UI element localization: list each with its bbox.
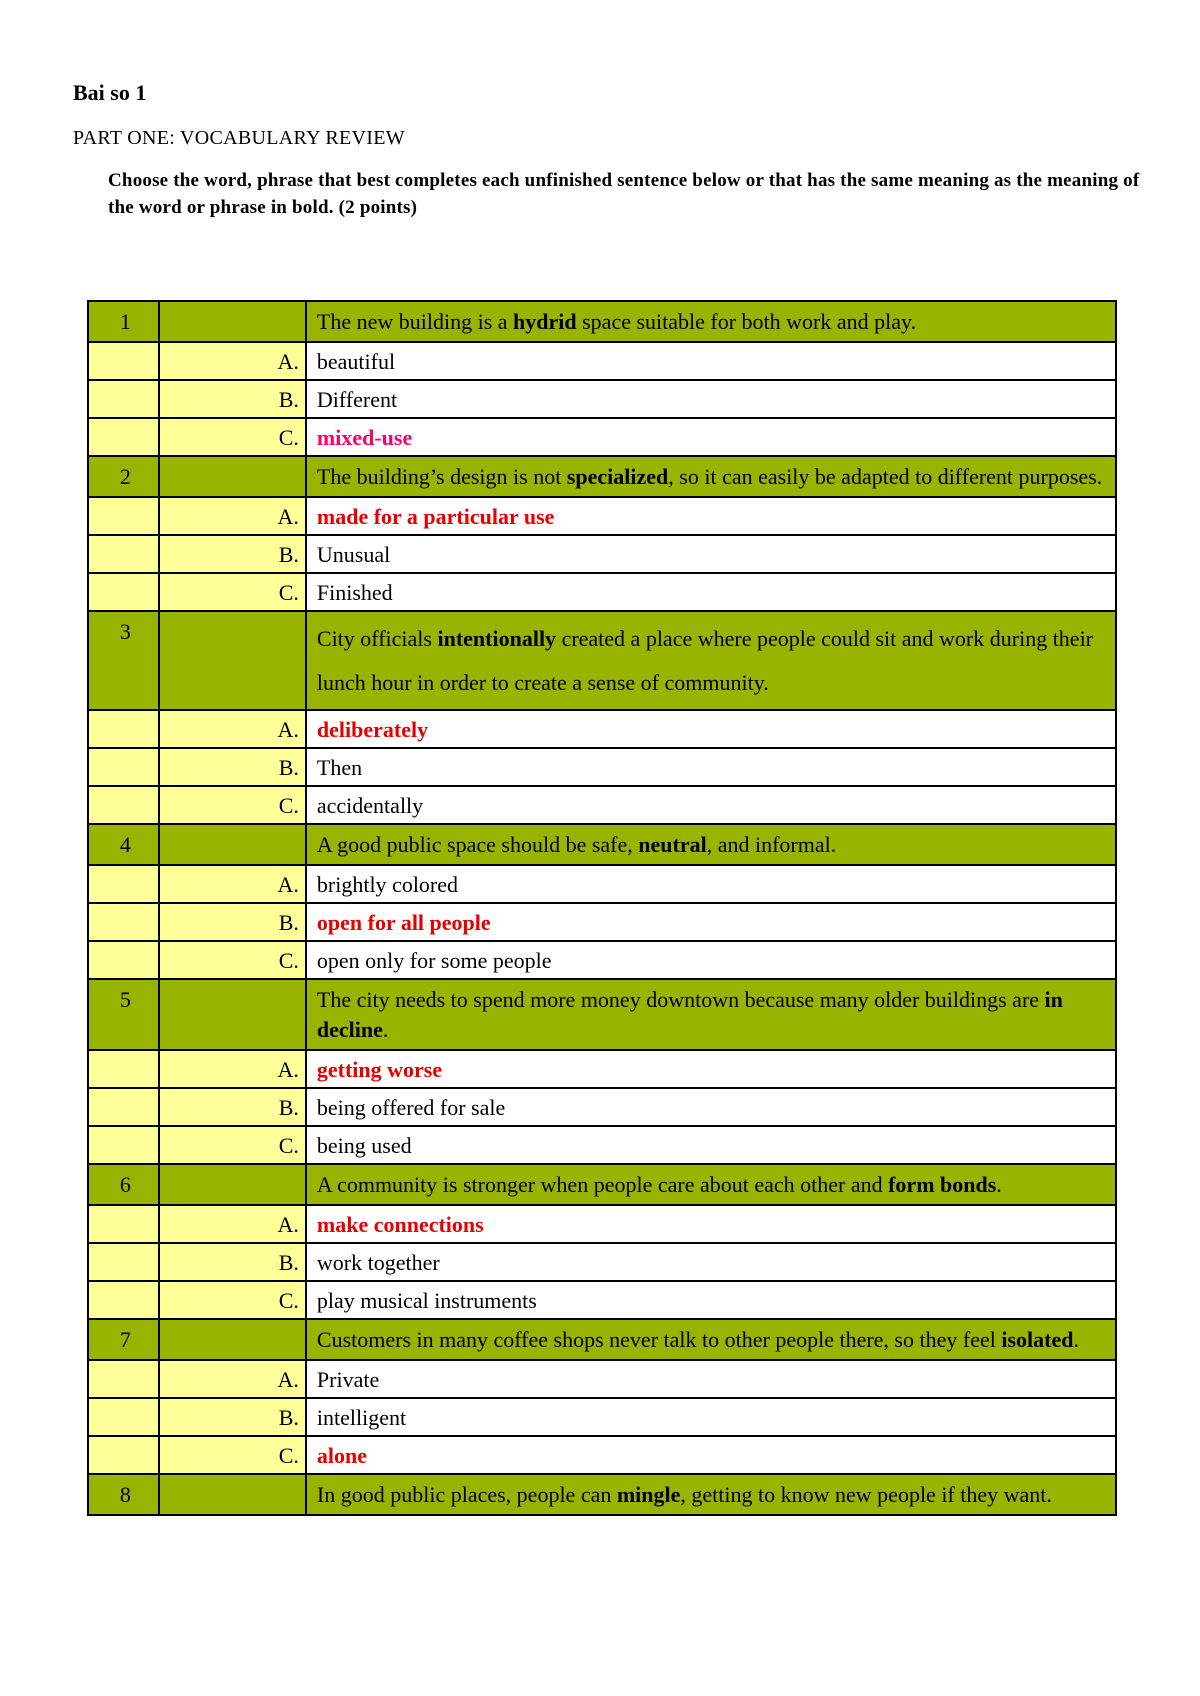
- option-blank-cell: [88, 786, 159, 824]
- option-letter: B.: [159, 1398, 306, 1436]
- option-text: [306, 1281, 1116, 1319]
- question-text-after: , so it can easily be adapted to different purposes.: [668, 464, 1103, 489]
- option-blank-cell: [88, 497, 159, 535]
- option-text: [306, 1088, 1116, 1126]
- question-keyword: isolated: [1001, 1327, 1074, 1352]
- option-letter: A.: [159, 342, 306, 380]
- answer-choice: brightly colored: [316, 872, 459, 897]
- option-text-correct: [306, 1436, 1116, 1474]
- question-keyword: specialized: [566, 464, 669, 489]
- option-text: [306, 1360, 1116, 1398]
- option-letter: A.: [159, 710, 306, 748]
- option-row: [88, 1050, 1116, 1088]
- option-letter: A.: [159, 1050, 306, 1088]
- option-row: [88, 1243, 1116, 1281]
- question-spacer-cell: [159, 611, 306, 710]
- question-text: [306, 301, 1116, 342]
- answer-choice: Finished: [316, 580, 393, 605]
- question-number: 7: [88, 1319, 159, 1360]
- option-blank-cell: [88, 1088, 159, 1126]
- option-text: [306, 748, 1116, 786]
- answer-choice: Then: [316, 755, 363, 780]
- option-text-correct: [306, 418, 1116, 456]
- question-number: 4: [88, 824, 159, 865]
- question-keyword: mingle: [616, 1482, 681, 1507]
- question-spacer-cell: [159, 1319, 306, 1360]
- option-row: [88, 497, 1116, 535]
- correct-answer: made for a particular use: [316, 504, 555, 529]
- option-row: [88, 865, 1116, 903]
- question-row: [88, 1319, 1116, 1360]
- question-row: [88, 456, 1116, 497]
- correct-answer: mixed-use: [316, 425, 413, 450]
- option-row: [88, 535, 1116, 573]
- option-text: [306, 865, 1116, 903]
- question-text-before: The city needs to spend more money downtown because many older buildings are: [316, 987, 1045, 1012]
- option-text: [306, 786, 1116, 824]
- option-letter: B.: [159, 535, 306, 573]
- option-letter: C.: [159, 573, 306, 611]
- option-text: [306, 342, 1116, 380]
- correct-answer: getting worse: [316, 1057, 443, 1082]
- answer-choice: play musical instruments: [316, 1288, 537, 1313]
- option-row: [88, 903, 1116, 941]
- page-heading: Bai so 1: [73, 80, 147, 105]
- option-row: [88, 342, 1116, 380]
- option-blank-cell: [88, 418, 159, 456]
- option-blank-cell: [88, 865, 159, 903]
- question-text: [306, 1319, 1116, 1360]
- question-number: 1: [88, 301, 159, 342]
- option-text: [306, 1126, 1116, 1164]
- question-spacer-cell: [159, 1474, 306, 1515]
- option-blank-cell: [88, 1205, 159, 1243]
- question-row: [88, 824, 1116, 865]
- option-text: [306, 573, 1116, 611]
- option-row: [88, 1126, 1116, 1164]
- answer-choice: open only for some people: [316, 948, 552, 973]
- question-spacer-cell: [159, 456, 306, 497]
- question-number: 3: [88, 611, 159, 710]
- option-text: [306, 1243, 1116, 1281]
- question-row: [88, 979, 1116, 1050]
- answer-choice: being used: [316, 1133, 412, 1158]
- option-letter: B.: [159, 903, 306, 941]
- question-spacer-cell: [159, 979, 306, 1050]
- option-blank-cell: [88, 342, 159, 380]
- option-letter: A.: [159, 497, 306, 535]
- option-text-correct: [306, 903, 1116, 941]
- question-spacer-cell: [159, 1164, 306, 1205]
- option-text-correct: [306, 1205, 1116, 1243]
- answer-choice: work together: [316, 1250, 440, 1275]
- question-text: [306, 456, 1116, 497]
- question-number: 2: [88, 456, 159, 497]
- question-text-before: The building’s design is not: [316, 464, 567, 489]
- question-text-before: City officials: [316, 626, 438, 651]
- option-blank-cell: [88, 1436, 159, 1474]
- option-letter: C.: [159, 418, 306, 456]
- question-row: [88, 1474, 1116, 1515]
- option-letter: B.: [159, 748, 306, 786]
- part-title: PART ONE: VOCABULARY REVIEW: [73, 127, 405, 149]
- option-text: [306, 941, 1116, 979]
- option-blank-cell: [88, 380, 159, 418]
- question-keyword: neutral: [638, 832, 707, 857]
- question-number: 8: [88, 1474, 159, 1515]
- question-text-after: .: [382, 1017, 389, 1042]
- option-blank-cell: [88, 903, 159, 941]
- option-text-correct: [306, 1050, 1116, 1088]
- option-blank-cell: [88, 710, 159, 748]
- option-text: [306, 535, 1116, 573]
- option-blank-cell: [88, 1360, 159, 1398]
- option-row: [88, 941, 1116, 979]
- question-keyword: hydrid: [513, 309, 577, 334]
- option-row: [88, 1398, 1116, 1436]
- option-blank-cell: [88, 748, 159, 786]
- option-row: [88, 1281, 1116, 1319]
- option-blank-cell: [88, 1281, 159, 1319]
- option-letter: A.: [159, 865, 306, 903]
- option-letter: C.: [159, 786, 306, 824]
- answer-choice: intelligent: [316, 1405, 407, 1430]
- option-blank-cell: [88, 573, 159, 611]
- option-row: [88, 1436, 1116, 1474]
- option-blank-cell: [88, 1050, 159, 1088]
- question-keyword: in decline: [316, 987, 1063, 1042]
- option-row: [88, 418, 1116, 456]
- option-letter: A.: [159, 1360, 306, 1398]
- question-spacer-cell: [159, 824, 306, 865]
- question-text: [306, 1164, 1116, 1205]
- option-blank-cell: [88, 941, 159, 979]
- option-row: [88, 573, 1116, 611]
- answer-choice: beautiful: [316, 349, 396, 374]
- option-text-correct: [306, 710, 1116, 748]
- question-row: [88, 1164, 1116, 1205]
- question-text-before: A community is stronger when people care about each other and: [316, 1172, 889, 1197]
- option-text: [306, 1398, 1116, 1436]
- question-text-after: , and informal.: [706, 832, 837, 857]
- question-text-before: Customers in many coffee shops never talk to other people there, so they feel: [316, 1327, 1002, 1352]
- option-row: [88, 1088, 1116, 1126]
- vocabulary-table: [87, 300, 1117, 1516]
- option-row: [88, 786, 1116, 824]
- option-letter: C.: [159, 1281, 306, 1319]
- question-text-before: A good public space should be safe,: [316, 832, 639, 857]
- option-text-correct: [306, 497, 1116, 535]
- option-text: [306, 380, 1116, 418]
- question-text-after: space suitable for both work and play.: [576, 309, 917, 334]
- answer-choice: Unusual: [316, 542, 391, 567]
- question-row: [88, 301, 1116, 342]
- answer-choice: Private: [316, 1367, 380, 1392]
- question-number: 6: [88, 1164, 159, 1205]
- option-letter: A.: [159, 1205, 306, 1243]
- question-text-after: .: [1073, 1327, 1079, 1352]
- option-blank-cell: [88, 1126, 159, 1164]
- option-row: [88, 710, 1116, 748]
- option-letter: C.: [159, 1436, 306, 1474]
- question-number: 5: [88, 979, 159, 1050]
- question-text-after: created a place where people could sit and work during their lunch hour in order to create a sense of community.: [316, 626, 1094, 695]
- question-text-after: , getting to know new people if they want.: [680, 1482, 1052, 1507]
- question-text: [306, 611, 1116, 710]
- correct-answer: deliberately: [316, 717, 429, 742]
- option-blank-cell: [88, 1243, 159, 1281]
- question-text: [306, 1474, 1116, 1515]
- question-text-after: .: [996, 1172, 1002, 1197]
- option-blank-cell: [88, 1398, 159, 1436]
- option-letter: C.: [159, 1126, 306, 1164]
- correct-answer: alone: [316, 1443, 368, 1468]
- option-blank-cell: [88, 535, 159, 573]
- option-row: [88, 380, 1116, 418]
- vocabulary-table-body: [88, 301, 1116, 1515]
- option-letter: B.: [159, 380, 306, 418]
- question-spacer-cell: [159, 301, 306, 342]
- answer-choice: accidentally: [316, 793, 424, 818]
- answer-choice: Different: [316, 387, 398, 412]
- question-keyword: form bonds: [888, 1172, 997, 1197]
- correct-answer: open for all people: [316, 910, 491, 935]
- question-text-before: In good public places, people can: [316, 1482, 617, 1507]
- correct-answer: make connections: [316, 1212, 484, 1237]
- option-letter: C.: [159, 941, 306, 979]
- question-text: [306, 979, 1116, 1050]
- question-keyword: intentionally: [437, 626, 557, 651]
- question-text-before: The new building is a: [316, 309, 514, 334]
- option-letter: B.: [159, 1088, 306, 1126]
- option-letter: B.: [159, 1243, 306, 1281]
- instructions: Choose the word, phrase that best completes each unfinished sentence below or that has the same meaning as the meaning of the word or phrase in bold. (2 points): [108, 170, 1140, 218]
- question-text: [306, 824, 1116, 865]
- option-row: [88, 1360, 1116, 1398]
- option-row: [88, 748, 1116, 786]
- option-row: [88, 1205, 1116, 1243]
- answer-choice: being offered for sale: [316, 1095, 506, 1120]
- question-row: [88, 611, 1116, 710]
